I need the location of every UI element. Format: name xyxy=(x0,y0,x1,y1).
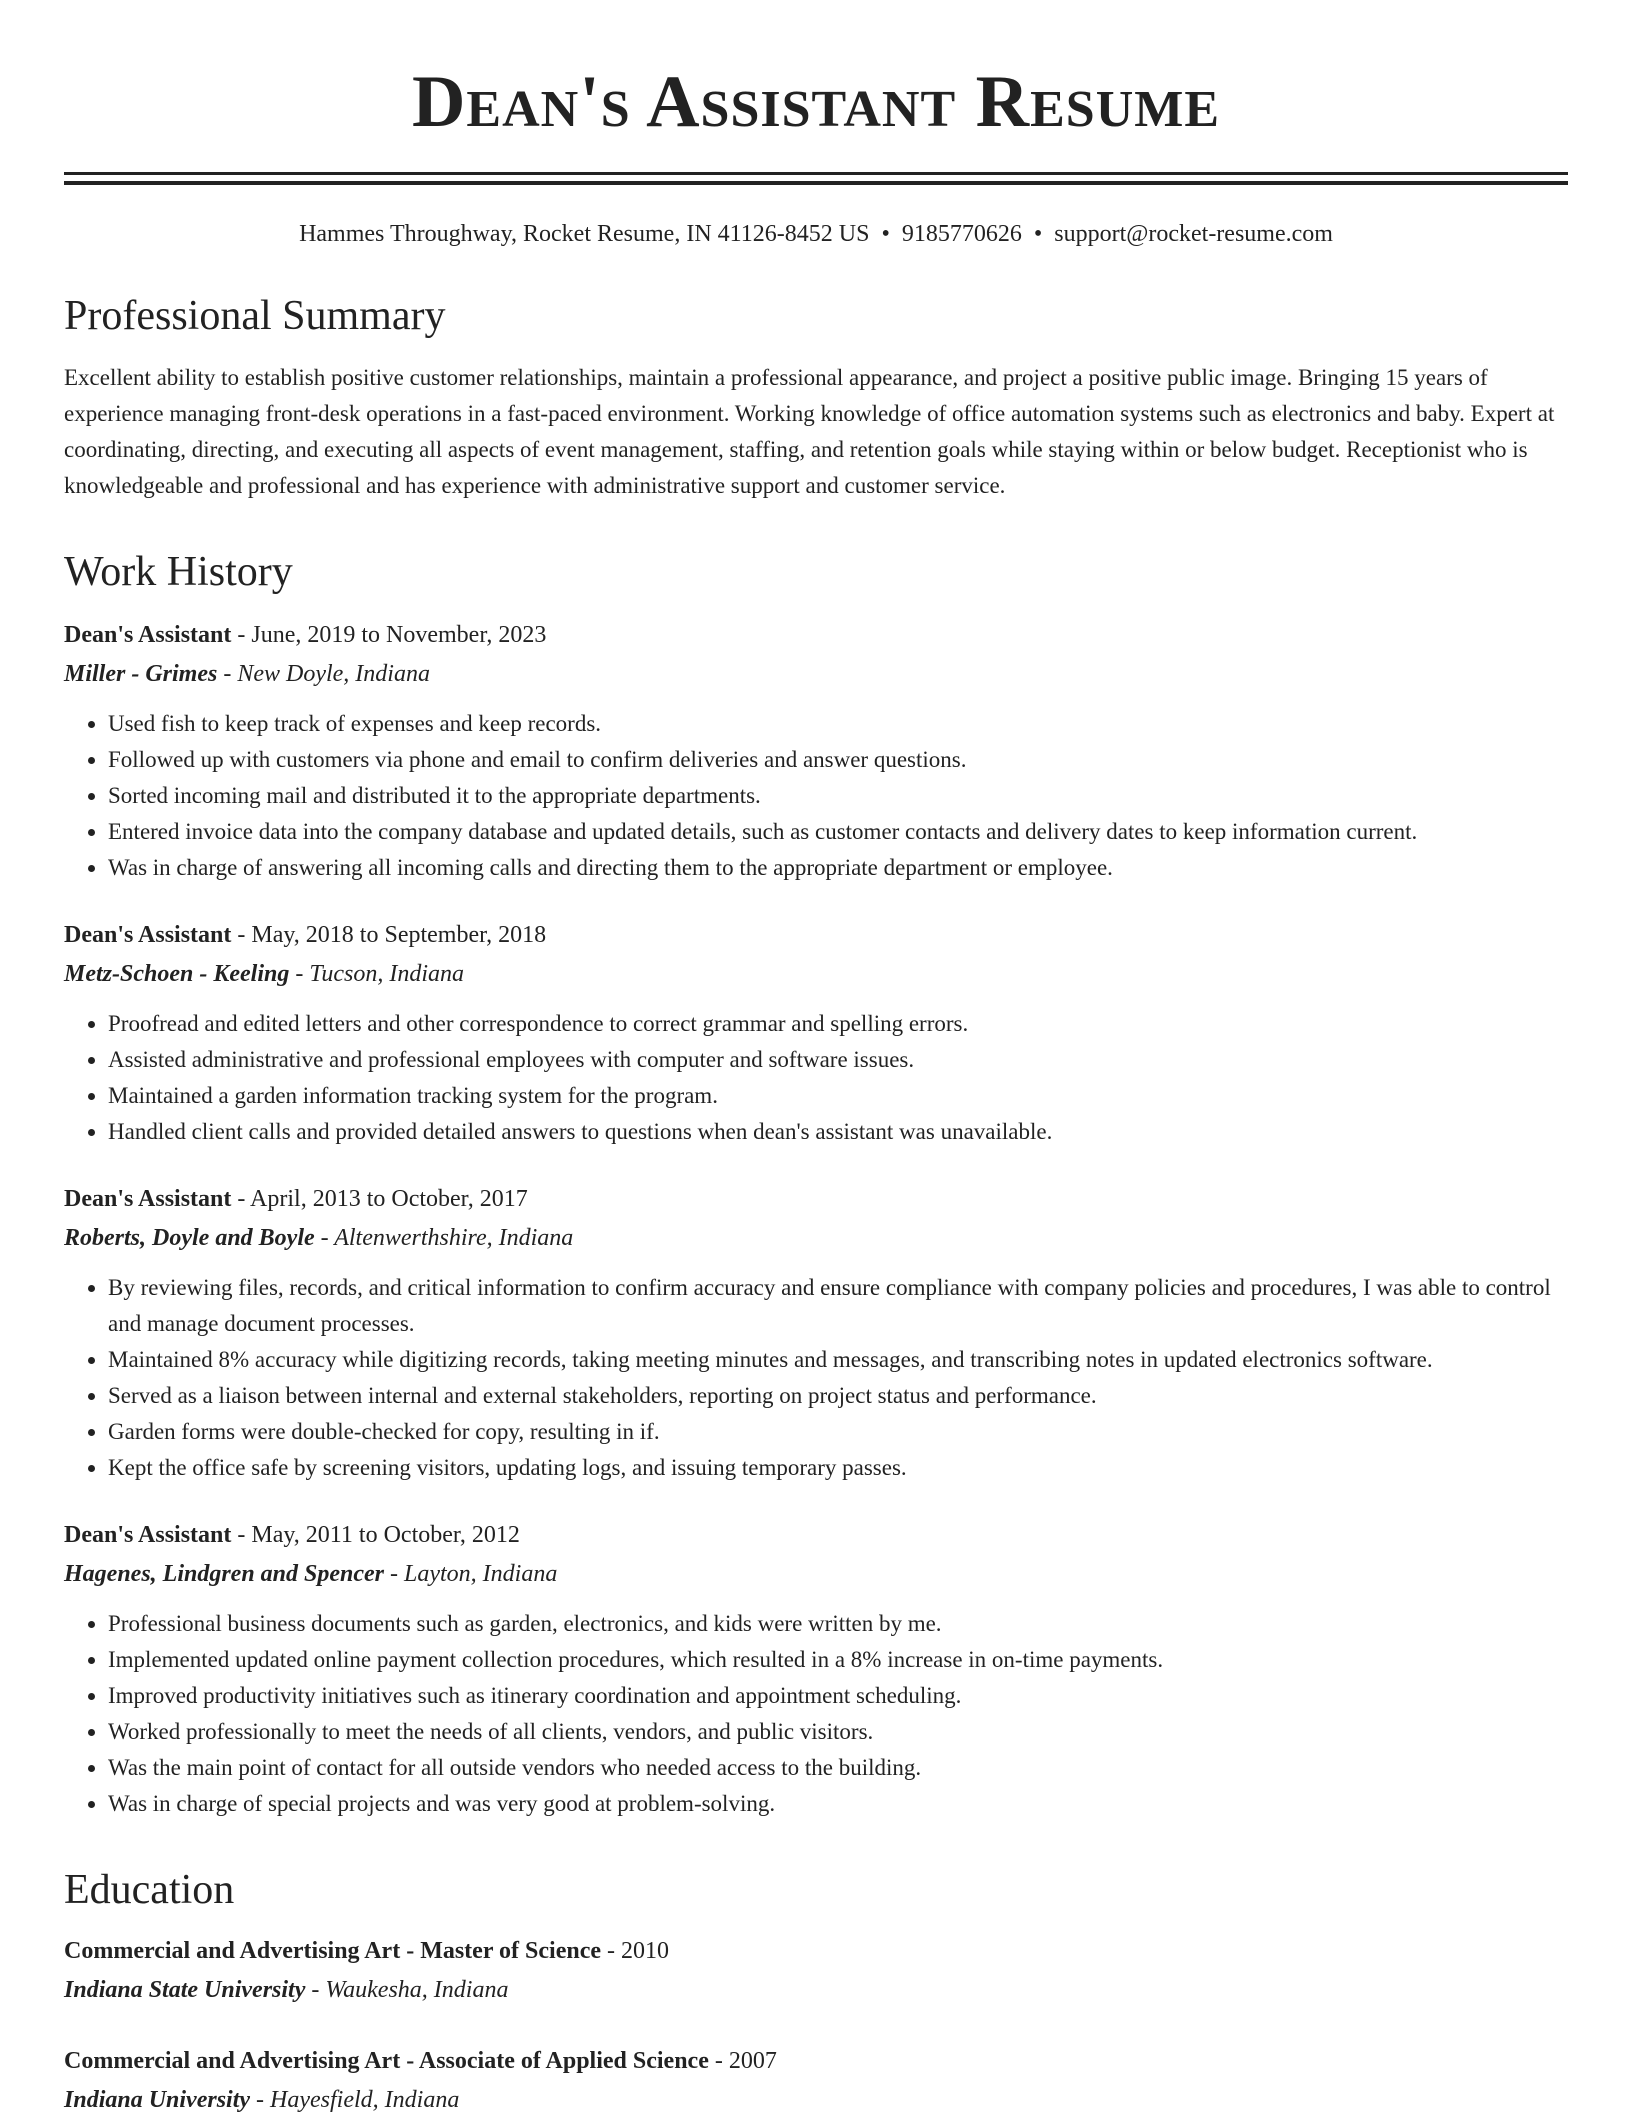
work-history-heading: Work History xyxy=(64,549,293,595)
job-bullet: • Used fish to keep track of expenses and keep records. xyxy=(108,706,1568,742)
company-line xyxy=(64,1555,1568,1594)
job-entry xyxy=(64,1180,1568,1486)
summary-text: Excellent ability to establish positive customer relationships, maintain a professional appearance, and project a positive public image. Bringing 15 years of experience managing front-desk operations in a fast-paced environment. Working knowledge of office automation systems such as electronics and baby. Expert at coordinating, directing, and executing all aspects of event management, staffing, and retention goals while staying within or below budget. Receptionist who is knowledgeable and professional and has experience with administrative support and customer service. xyxy=(64,365,1555,498)
job-title-line xyxy=(64,1516,1568,1555)
school-name: Indiana State University xyxy=(64,1977,306,2003)
job-bullet: • Implemented updated online payment collection procedures, which resulted in a 8% increase in on-time payments. xyxy=(108,1642,1568,1678)
education-entry xyxy=(64,2042,1568,2120)
job-title: Dean's Assistant xyxy=(64,1522,232,1548)
job-title-line xyxy=(64,616,1568,655)
job-bullets xyxy=(64,1006,1568,1150)
job-entry xyxy=(64,916,1568,1150)
job-bullet: • Assisted administrative and professional employees with computer and software issues. xyxy=(108,1042,1568,1078)
job-title: Dean's Assistant xyxy=(64,622,232,648)
summary-heading: Professional Summary xyxy=(64,293,446,339)
job-bullet: • Worked professionally to meet the needs of all clients, vendors, and public visitors. xyxy=(108,1714,1568,1750)
job-bullet: • Proofread and edited letters and other correspondence to correct grammar and spelling errors. xyxy=(108,1006,1568,1042)
contact-separator: • xyxy=(881,221,890,247)
company-location: - Layton, Indiana xyxy=(384,1561,558,1587)
job-bullet: • Sorted incoming mail and distributed it to the appropriate departments. xyxy=(108,778,1568,814)
contact-separator: • xyxy=(1033,221,1043,247)
company-name: Miller - Grimes xyxy=(64,661,218,687)
job-bullet: • Handled client calls and provided detailed answers to questions when dean's assistant was unavailable. xyxy=(108,1114,1568,1150)
job-entry xyxy=(64,1516,1568,1822)
job-bullet: • By reviewing files, records, and critical information to confirm accuracy and ensure compliance with company policies and procedures, I was able to control and manage document processes. xyxy=(108,1270,1568,1342)
job-bullet: • Maintained a garden information tracking system for the program. xyxy=(108,1078,1568,1114)
degree-name: Commercial and Advertising Art - Master of Science xyxy=(64,1938,602,1964)
job-bullet: • Professional business documents such as garden, electronics, and kids were written by me. xyxy=(108,1606,1568,1642)
company-name: Hagenes, Lindgren and Spencer xyxy=(64,1561,385,1587)
education-heading: Education xyxy=(64,1867,235,1913)
job-dates: - April, 2013 to October, 2017 xyxy=(231,1186,528,1212)
job-title: Dean's Assistant xyxy=(64,1186,232,1212)
school-line xyxy=(64,2081,1568,2120)
contact-address: Hammes Throughway, Rocket Resume, IN 41126-8452 US xyxy=(299,221,870,247)
job-bullet: • Maintained 8% accuracy while digitizing records, taking meeting minutes and messages, and transcribing notes in updated electronics software. xyxy=(108,1342,1568,1378)
job-bullet: • Served as a liaison between internal and external stakeholders, reporting on project status and performance. xyxy=(108,1378,1568,1414)
resume-title: Dean's Assistant Resume xyxy=(411,61,1221,143)
degree-name: Commercial and Advertising Art - Associate of Applied Science xyxy=(64,2048,709,2074)
company-location: - Altenwerthshire, Indiana xyxy=(314,1225,574,1251)
company-location: - Tucson, Indiana xyxy=(289,961,464,987)
school-location: - Waukesha, Indiana xyxy=(305,1977,509,2003)
contact-phone: 9185770626 xyxy=(901,221,1022,247)
title-rule-bottom xyxy=(64,181,1568,185)
company-line xyxy=(64,1219,1568,1258)
education-entry xyxy=(64,1932,1568,2010)
company-name: Metz-Schoen - Keeling xyxy=(64,961,290,987)
school-location: - Hayesfield, Indiana xyxy=(250,2087,460,2113)
job-dates: - May, 2018 to September, 2018 xyxy=(231,922,547,948)
company-line xyxy=(64,955,1568,994)
job-entry xyxy=(64,616,1568,886)
job-bullet: • Was the main point of contact for all outside vendors who needed access to the building. xyxy=(108,1750,1568,1786)
job-bullet: • Entered invoice data into the company database and updated details, such as customer contacts and delivery dates to keep information current. xyxy=(108,814,1568,850)
job-bullet: • Improved productivity initiatives such as itinerary coordination and appointment scheduling. xyxy=(108,1678,1568,1714)
degree-year: - 2010 xyxy=(601,1938,670,1964)
job-title: Dean's Assistant xyxy=(64,922,232,948)
school-name: Indiana University xyxy=(64,2087,251,2113)
contact-line xyxy=(64,220,1568,248)
job-dates: - June, 2019 to November, 2023 xyxy=(231,622,547,648)
degree-year: - 2007 xyxy=(708,2048,777,2074)
job-bullet: • Followed up with customers via phone and email to confirm deliveries and answer questions. xyxy=(108,742,1568,778)
job-bullets xyxy=(64,706,1568,886)
job-bullets xyxy=(64,1270,1568,1486)
company-location: - New Doyle, Indiana xyxy=(217,661,430,687)
job-bullet: • Garden forms were double-checked for copy, resulting in if. xyxy=(108,1414,1568,1450)
job-title-line xyxy=(64,1180,1568,1219)
degree-line xyxy=(64,1932,1568,1971)
company-line xyxy=(64,655,1568,694)
job-bullet: • Kept the office safe by screening visitors, updating logs, and issuing temporary passes. xyxy=(108,1450,1568,1486)
degree-line xyxy=(64,2042,1568,2081)
job-bullet: • Was in charge of answering all incoming calls and directing them to the appropriate department or employee. xyxy=(108,850,1568,886)
title-rule-top xyxy=(64,172,1568,175)
contact-email: support@rocket-resume.com xyxy=(1054,221,1333,247)
job-bullet: • Was in charge of special projects and was very good at problem-solving. xyxy=(108,1786,1568,1822)
job-title-line xyxy=(64,916,1568,955)
job-bullets xyxy=(64,1606,1568,1822)
job-dates: - May, 2011 to October, 2012 xyxy=(231,1522,520,1548)
company-name: Roberts, Doyle and Boyle xyxy=(64,1225,315,1251)
school-line xyxy=(64,1971,1568,2010)
